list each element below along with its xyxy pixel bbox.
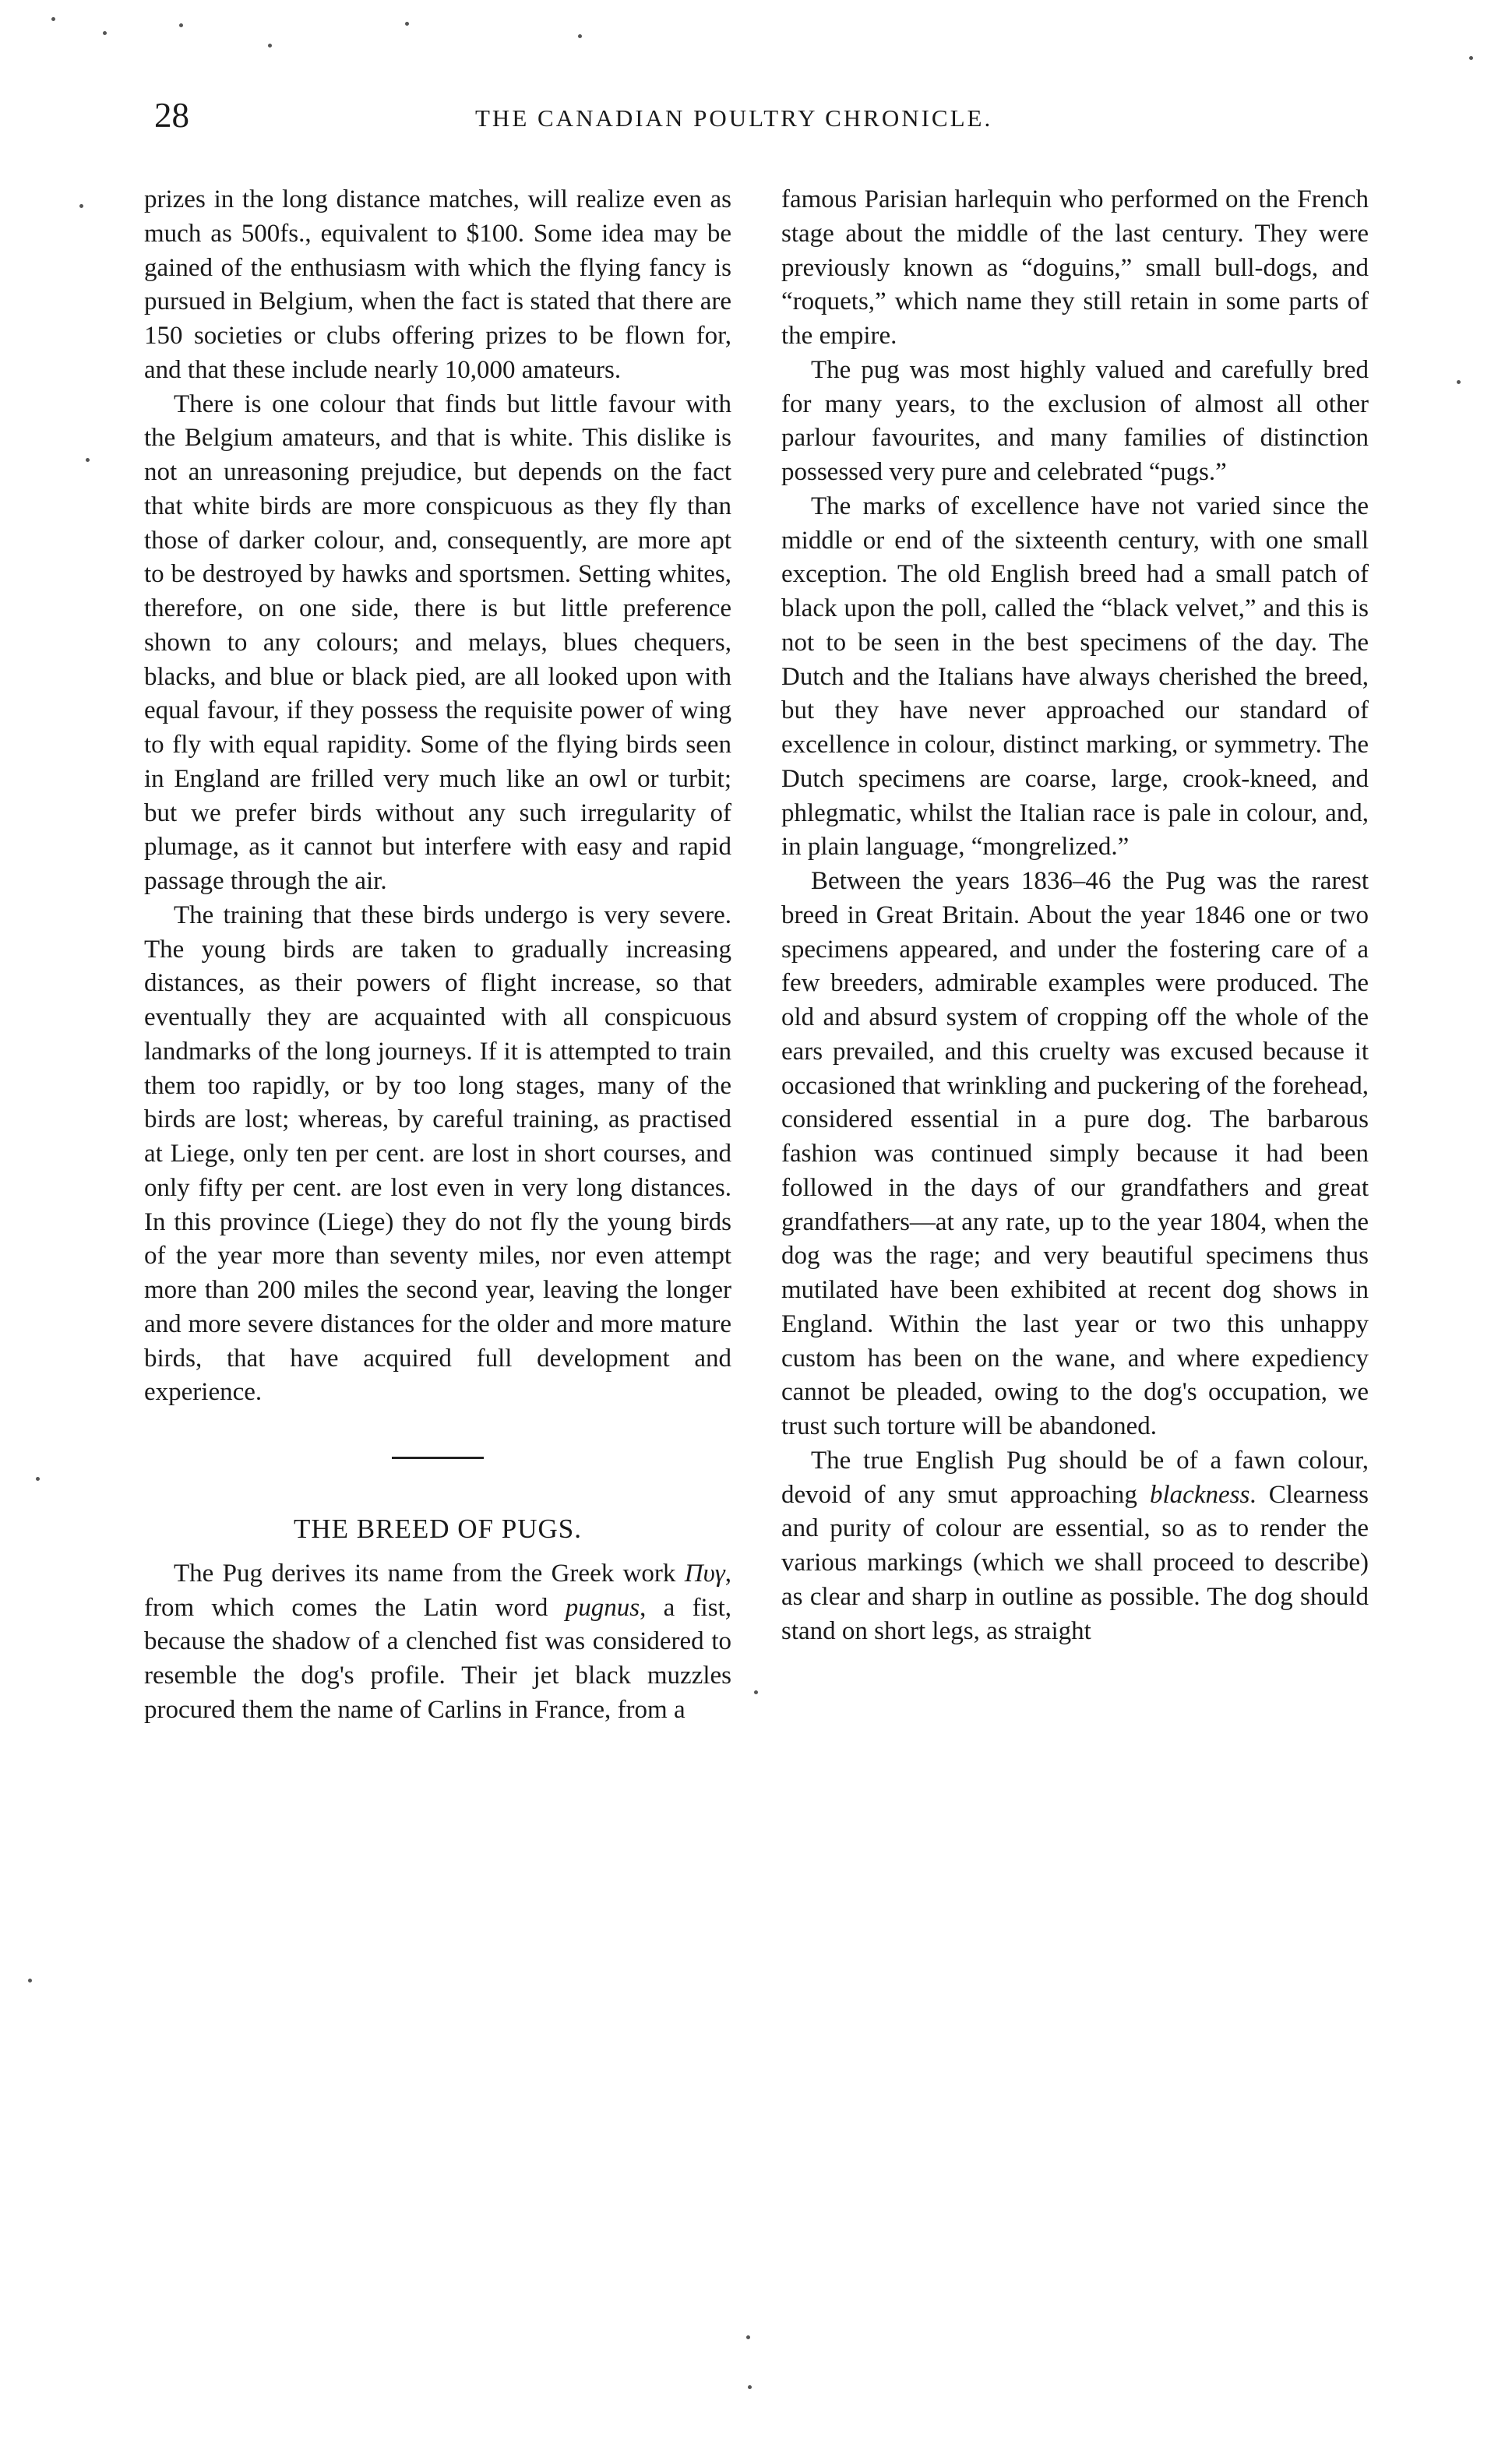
paragraph: The training that these birds undergo is very severe. The young birds are taken to gradually increasing distances, as their powers of flight increase, so that eventually they are acquainted with all conspicuous landmarks of the long journeys. If it is attempted to train them too rapidly, or by too long stages, many of the birds are lost; whereas, by careful training, as practised at Liege, only ten per cent. are lost in short courses, and only fifty per cent. are lost even in very long distances. In this province (Liege) they do not fly the young birds of the year more than seventy miles, nor even attempt more than 200 miles the second year, leaving the longer and more severe distances for the older and more mature birds, that have acquired full development and experience. (144, 900, 731, 1407)
right-column (781, 183, 1369, 1648)
paragraph: There is one colour that finds but little favour with the Belgium amateurs, and that is white. This dislike is not an unreasoning prejudice, but depends on the fact that white birds are more conspicuous as they fly than those of darker colour, and, consequently, are more apt to be destroyed by hawks and sportsmen. Setting whites, therefore, on one side, there is but little preference shown to any colours; and melays, blues chequers, blacks, and blue or black pied, are all looked upon with equal favour, if they possess the requisite power of wing to fly with equal rapidity. Some of the flying birds seen in England are frilled very much like an owl or turbit; but we prefer birds without any such irregularity of plumage, as it cannot but interfere with easy and rapid passage through the air. (144, 389, 731, 895)
scan-speck (51, 17, 55, 21)
scan-speck (36, 1477, 40, 1481)
section-title: THE BREED OF PUGS. (294, 1514, 582, 1544)
text-run: The true English Pug should be of a fawn colour, devoid of any smut approaching (781, 1446, 1369, 1509)
scan-speck (179, 23, 183, 27)
scan-speck (79, 204, 83, 208)
paragraph: Between the years 1836–46 the Pug was the rarest breed in Great Britain. About the year 1846 one or two specimens appeared, and under the fostering care of a few breeders, admirable examples were produced. The old and absurd system of cropping off the whole of the ears prevailed, and this cruelty was excused because it occasioned that wrinkling and puckering of the forehead, considered essential in a pure dog. The barbarous fashion was continued simply because it had been followed in the days of our grandfathers and great grandfathers—at any rate, up to the year 1804, when the dog was the rage; and very beautiful specimens thus mutilated have been exhibited at recent dog shows in England. Within the last year or two this unhappy custom has been on the wane, and where expediency cannot be pleaded, owing to the dog's occupation, we trust such torture will be abandoned. (781, 867, 1369, 1440)
text-run: , from which comes the Latin word (144, 1559, 731, 1622)
paragraph: prizes in the long distance matches, will realize even as much as 500fs., equivalent to $100. Some idea may be gained of the enthusiasm with which the flying fancy is pursued in Belgium, when the fact is stated that there are 150 societies or clubs offering prizes to be flown for, and that these include nearly 10,000 amateurs. (144, 185, 731, 384)
greek-word: Πυγ (684, 1559, 725, 1588)
scan-speck (578, 34, 582, 38)
text-run: , a fist, because the shadow of a clenched fist was considered to resemble the dog's profile. Their jet black muzzles procured them the name of Carlins in France, from a (144, 1593, 731, 1724)
scan-speck (268, 44, 272, 48)
scan-speck (746, 2335, 750, 2339)
scan-speck (748, 2385, 752, 2389)
paragraph: The marks of excellence have not varied since the middle or end of the sixteenth century, with one small exception. The old English breed had a small patch of black upon the poll, called the “black velvet,” and this is not to be seen in the best specimens of the day. The Dutch and the Italians have always cherished the breed, but they have never approached our standard of excellence in colour, distinct marking, or symmetry. The Dutch specimens are coarse, large, crook-kneed, and phlegmatic, whilst the Italian race is pale in colour, and, in plain language, “mongrelized.” (781, 492, 1369, 862)
left-column (144, 183, 731, 1728)
scan-speck (103, 31, 107, 35)
paragraph: The pug was most highly valued and carefully bred for many years, to the exclusion of almost all other parlour favourites, and many families of distinction possessed very pure and celebrated “pugs.” (781, 355, 1369, 486)
scan-speck (86, 458, 90, 462)
scan-speck (405, 22, 409, 26)
paragraph (144, 1557, 731, 1728)
page-header (109, 92, 1402, 146)
italic-word: blackness (1150, 1480, 1250, 1509)
scan-speck (28, 1979, 32, 1982)
latin-word: pugnus (565, 1593, 640, 1622)
text-run: The Pug derives its name from the Greek work (174, 1559, 685, 1588)
scan-speck (1469, 56, 1473, 60)
running-head: THE CANADIAN POULTRY CHRONICLE. (475, 104, 993, 132)
section-divider (392, 1457, 484, 1459)
page-number: 28 (154, 96, 189, 135)
paragraph: famous Parisian harlequin who performed on the French stage about the middle of the last century. They were previously known as “doguins,” small bull-dogs, and “roquets,” which name they still retain in some parts of the empire. (781, 185, 1369, 350)
scan-speck (1457, 380, 1461, 384)
paragraph (781, 1444, 1369, 1649)
text-run: . Clearness and purity of colour are essential, so as to render the various markings (which we shall proceed to describe) as clear and sharp in outline as possible. The dog should stand on short legs, as straight (781, 1480, 1369, 1645)
scan-speck (754, 1690, 758, 1694)
